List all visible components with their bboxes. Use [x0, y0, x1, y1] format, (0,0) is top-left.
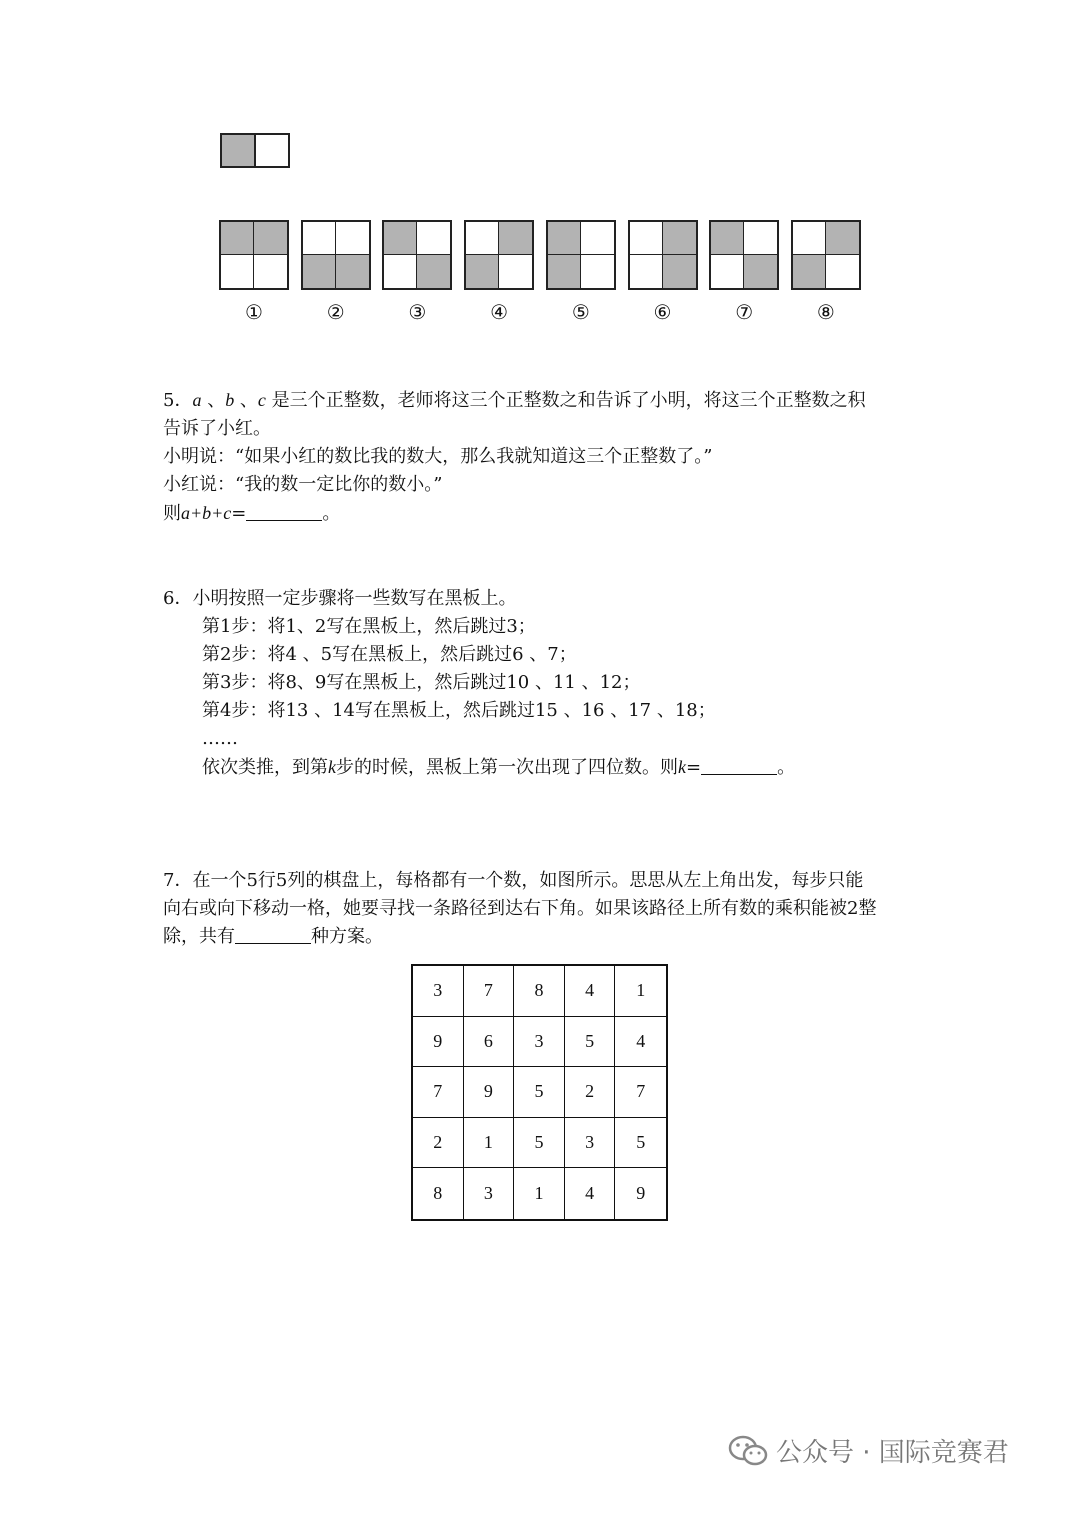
equals: = — [231, 503, 247, 524]
grid-cell: 9 — [636, 1183, 646, 1204]
problem-6-question — [202, 753, 795, 782]
text: 依次类推，到第 — [202, 757, 328, 778]
tile-label: ⑧ — [816, 300, 835, 324]
separator: 、 — [207, 390, 226, 411]
grid-cell: 5 — [514, 1118, 565, 1169]
problem-5-line-2: 告诉了小红。 — [163, 418, 271, 439]
grid-cell: 3 — [464, 1168, 515, 1219]
tile-option-6 — [628, 220, 698, 290]
separator: 、 — [239, 390, 258, 411]
shaded-square — [663, 255, 696, 288]
grid-cell: 3 — [565, 1118, 616, 1169]
problem-5-line-1 — [163, 386, 866, 415]
white-square — [384, 255, 417, 288]
step-4: 第4步：将13 、14写在黑板上，然后跳过15 、16 、17 、18； — [202, 700, 716, 721]
white-square — [466, 222, 499, 255]
variable-c: c — [257, 390, 266, 410]
watermark-text: 公众号 · 国际竞赛君 — [776, 1438, 1009, 1468]
grid-cell: 7 — [615, 1067, 666, 1118]
grid-cell: 7 — [413, 1067, 464, 1118]
problem-6-steps — [202, 613, 795, 782]
variable-k: k — [678, 757, 686, 777]
period: 。 — [322, 503, 341, 524]
variable-k: k — [328, 757, 336, 777]
white-square — [581, 255, 614, 288]
answer-blank[interactable] — [701, 754, 777, 775]
equals: = — [686, 757, 702, 778]
number-grid — [411, 964, 668, 1221]
expression: a+b+c — [181, 503, 232, 523]
shaded-square — [663, 222, 696, 255]
shaded-square — [744, 255, 777, 288]
text: 除，共有 — [163, 926, 235, 947]
problem-5 — [163, 386, 866, 528]
tile-option-5 — [546, 220, 616, 290]
shaded-square — [711, 222, 744, 255]
shaded-square — [499, 222, 532, 255]
white-square — [826, 255, 859, 288]
tile-option-4 — [464, 220, 534, 290]
prefix: 则 — [163, 503, 181, 524]
answer-blank[interactable] — [246, 500, 322, 521]
tile-label: ① — [245, 300, 263, 324]
white-square — [711, 255, 744, 288]
problem-5-line-3: 小明说：“如果小红的数比我的数大，那么我就知道这三个正整数了。” — [163, 446, 713, 467]
white-square — [581, 222, 614, 255]
text: 步的时候，黑板上第一次出现了四位数。则 — [336, 757, 678, 778]
wechat-icon — [728, 1434, 768, 1468]
white-square — [744, 222, 777, 255]
white-square — [221, 255, 254, 288]
grid-cell: 4 — [615, 1017, 666, 1068]
grid-cell: 9 — [464, 1067, 515, 1118]
tile-option-3 — [382, 220, 452, 290]
tile-label: ⑤ — [571, 300, 590, 324]
problem-6-line-1: 6．小明按照一定步骤将一些数写在黑板上。 — [163, 588, 517, 609]
shaded-square — [221, 222, 254, 255]
grid-cell: 2 — [413, 1118, 464, 1169]
tile-option-8 — [791, 220, 861, 290]
white-square — [499, 255, 532, 288]
problem-5-line-5 — [163, 499, 866, 528]
problem-7 — [163, 867, 876, 951]
grid-cell: 1 — [514, 1168, 565, 1219]
shaded-square — [793, 255, 826, 288]
shaded-square — [466, 255, 499, 288]
white-square — [417, 222, 450, 255]
tile-label: ② — [326, 300, 345, 324]
grid-cell: 4 — [565, 966, 616, 1017]
grid-cell: 6 — [464, 1017, 515, 1068]
step-2: 第2步：将4 、5写在黑板上，然后跳过6 、7； — [202, 644, 577, 665]
white-square — [336, 222, 369, 255]
problem-6 — [163, 585, 516, 613]
period: 。 — [777, 757, 796, 778]
tile-option-1 — [219, 220, 289, 290]
white-square — [630, 255, 663, 288]
white-square — [793, 222, 826, 255]
white-square — [254, 255, 287, 288]
grid-cell: 5 — [565, 1017, 616, 1068]
answer-blank[interactable] — [235, 923, 311, 944]
problem-7-line-1: 7．在一个5行5列的棋盘上，每格都有一个数，如图所示。思思从左上角出发，每步只能 — [163, 870, 864, 891]
tile-label: ③ — [408, 300, 427, 324]
ellipsis: …… — [202, 728, 238, 749]
tile-option-7 — [709, 220, 779, 290]
grid-cell: 5 — [514, 1067, 565, 1118]
grid-cell: 5 — [615, 1118, 666, 1169]
shaded-square — [303, 255, 336, 288]
tile-label: ⑥ — [653, 300, 672, 324]
grid-cell: 2 — [565, 1067, 616, 1118]
shaded-square — [548, 255, 581, 288]
step-3: 第3步：将8、9写在黑板上，然后跳过10 、11 、12； — [202, 672, 641, 693]
grid-cell: 8 — [413, 1168, 464, 1219]
shaded-square — [548, 222, 581, 255]
variable-b: b — [225, 390, 235, 410]
text: 种方案。 — [311, 926, 383, 947]
step-1: 第1步：将1、2写在黑板上，然后跳过3； — [202, 616, 536, 637]
shaded-square — [417, 255, 450, 288]
tile-options — [219, 220, 861, 324]
problem-7-line-3 — [163, 923, 876, 951]
domino-white-half — [256, 135, 288, 166]
grid-cell: 8 — [514, 966, 565, 1017]
grid-cell: 3 — [413, 966, 464, 1017]
shaded-square — [336, 255, 369, 288]
white-square — [630, 222, 663, 255]
problem-number: 5． — [163, 390, 193, 411]
shaded-square — [254, 222, 287, 255]
tile-label: ⑦ — [735, 300, 754, 324]
white-square — [303, 222, 336, 255]
grid-cell: 1 — [464, 1118, 515, 1169]
grid-cell: 7 — [464, 966, 515, 1017]
watermark — [728, 1432, 1009, 1469]
grid-cell: 3 — [514, 1017, 565, 1068]
shaded-square — [384, 222, 417, 255]
grid-cell: 4 — [565, 1168, 616, 1219]
tile-label: ④ — [490, 300, 509, 324]
grid-cell: 1 — [615, 966, 666, 1017]
variable-a: a — [192, 390, 202, 410]
domino-shaded-half — [222, 135, 256, 166]
tile-option-2 — [301, 220, 371, 290]
shaded-square — [826, 222, 859, 255]
problem-7-line-2: 向右或向下移动一格，她要寻找一条路径到达右下角。如果该路径上所有数的乘积能被2整 — [163, 898, 877, 919]
problem-5-text: 是三个正整数，老师将这三个正整数之和告诉了小明，将这三个正整数之积 — [271, 390, 866, 411]
grid-cell: 9 — [413, 1017, 464, 1068]
domino-figure — [220, 133, 290, 168]
problem-5-line-4: 小红说：“我的数一定比你的数小。” — [163, 474, 443, 495]
